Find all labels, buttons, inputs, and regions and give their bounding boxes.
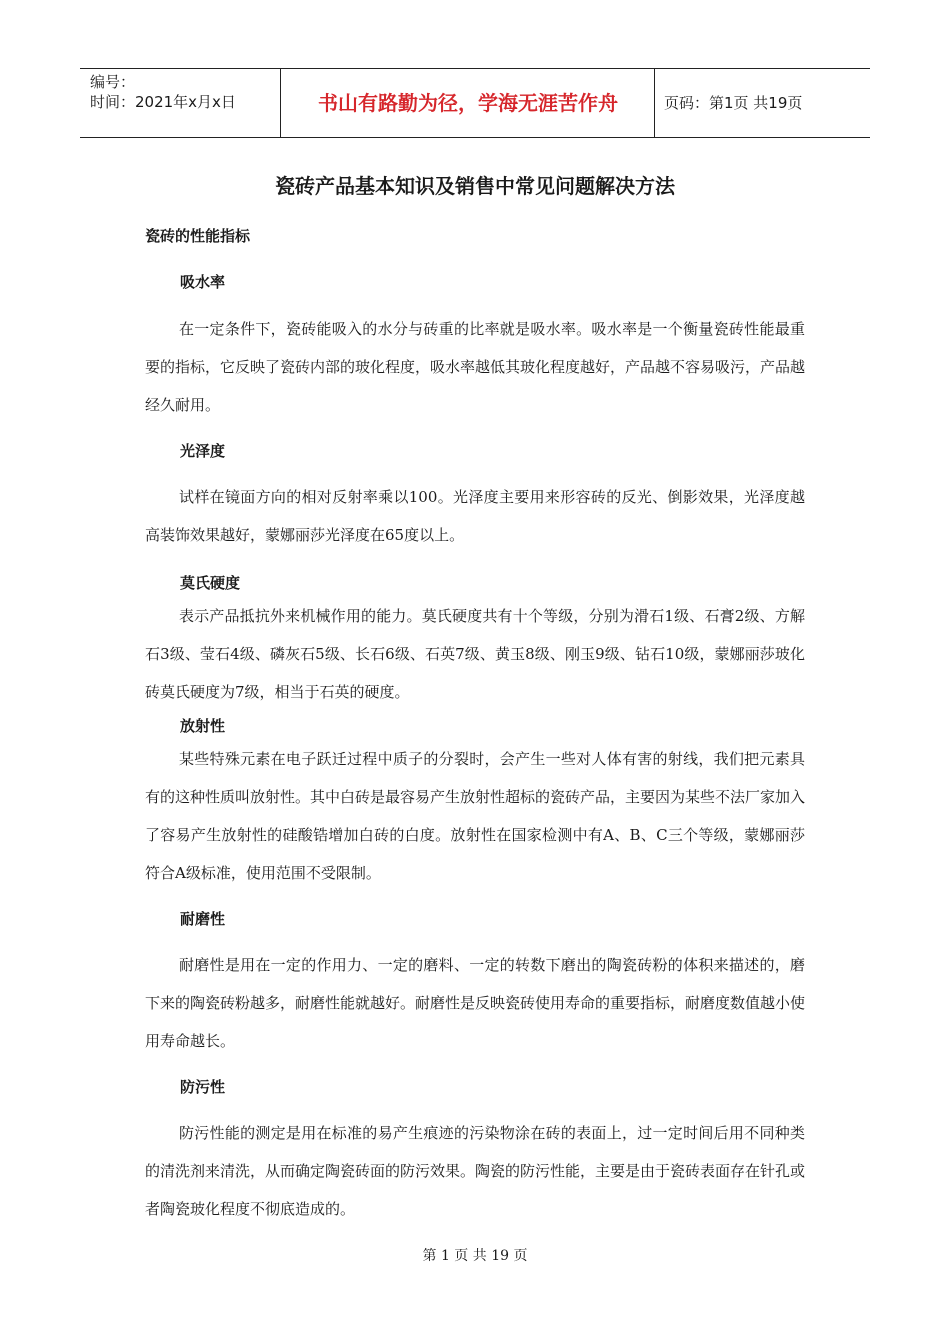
- page-header: [80, 68, 870, 138]
- header-page-info: 页码：第1页 共19页: [664, 94, 803, 112]
- header-motto: 书山有路勤为径，学海无涯苦作舟: [318, 91, 618, 115]
- paragraph-stain-resistance: 防污性能的测定是用在标准的易产生痕迹的污染物涂在砖的表面上，过一定时间后用不同种类的清洗剂来清洗，从而确定陶瓷砖面的防污效果。陶瓷的防污性能，主要是由于瓷砖表面存在针孔或者陶瓷玻化程度不彻底造成的。: [145, 1124, 806, 1218]
- section-title: 瓷砖的性能指标: [145, 227, 251, 245]
- paragraph-gloss: 试样在镜面方向的相对反射率乘以100。光泽度主要用来形容砖的反光、倒影效果，光泽度越高装饰效果越好，蒙娜丽莎光泽度在65度以上。: [145, 488, 805, 544]
- heading-water-absorption: 吸水率: [180, 273, 226, 291]
- document-date: 时间：2021年x月x日: [90, 93, 236, 111]
- page-footer: 第 1 页 共 19 页: [422, 1248, 528, 1264]
- heading-gloss: 光泽度: [180, 442, 226, 460]
- paragraph-radioactivity: 某些特殊元素在电子跃迁过程中质子的分裂时，会产生一些对人体有害的射线，我们把元素具有的这种性质叫放射性。其中白砖是最容易产生放射性超标的瓷砖产品，主要因为某些不法厂家加入了容易产生放射性的硅酸锆增加白砖的白度。放射性在国家检测中有A、B、C三个等级，蒙娜丽莎符合A级标准，使用范围不受限制。: [145, 750, 806, 882]
- document-number-label: 编号：: [90, 73, 136, 91]
- heading-radioactivity: 放射性: [180, 717, 226, 735]
- paragraph-wear-resistance: 耐磨性是用在一定的作用力、一定的磨料、一定的转数下磨出的陶瓷砖粉的体积来描述的，磨下来的陶瓷砖粉越多，耐磨性能就越好。耐磨性是反映瓷砖使用寿命的重要指标，耐磨度数值越小使用寿命越长。: [145, 956, 806, 1050]
- header-divider: [280, 69, 281, 137]
- heading-wear-resistance: 耐磨性: [180, 910, 226, 928]
- heading-stain-resistance: 防污性: [180, 1078, 226, 1096]
- header-divider: [654, 69, 655, 137]
- heading-mohs-hardness: 莫氏硬度: [180, 574, 241, 592]
- paragraph-water-absorption: 在一定条件下，瓷砖能吸入的水分与砖重的比率就是吸水率。吸水率是一个衡量瓷砖性能最重要的指标，它反映了瓷砖内部的玻化程度，吸水率越低其玻化程度越好，产品越不容易吸污，产品越经久耐用。: [145, 320, 806, 414]
- document-title: 瓷砖产品基本知识及销售中常见问题解决方法: [275, 174, 675, 198]
- header-meta: [90, 72, 280, 112]
- paragraph-mohs-hardness: 表示产品抵抗外来机械作用的能力。莫氏硬度共有十个等级，分别为滑石1级、石膏2级、方解石3级、莹石4级、磷灰石5级、长石6级、石英7级、黄玉8级、刚玉9级、钻石10级，蒙娜丽莎玻化砖莫氏硬度为7级，相当于石英的硬度。: [145, 607, 805, 701]
